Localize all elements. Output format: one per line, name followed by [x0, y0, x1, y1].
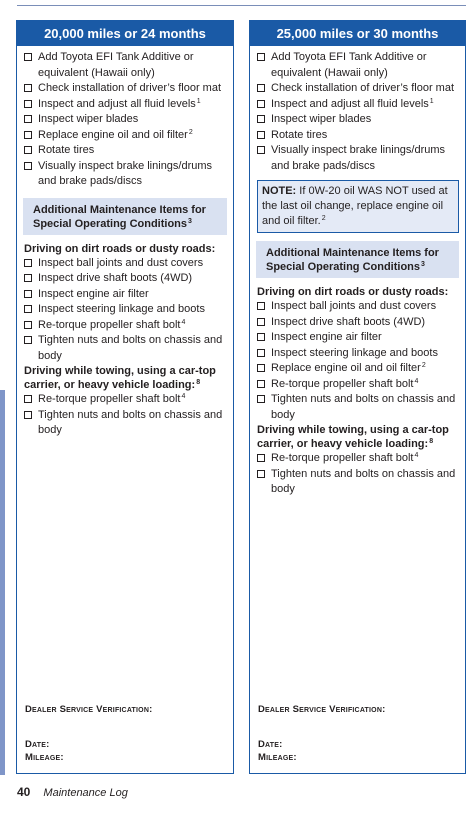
- checkbox[interactable]: [257, 318, 265, 326]
- checkbox[interactable]: [257, 380, 265, 388]
- checkbox[interactable]: [257, 454, 265, 462]
- checkbox[interactable]: [257, 131, 265, 139]
- checklist-item: [257, 143, 459, 174]
- checklist-item: [257, 81, 459, 97]
- checklist-item: [257, 299, 459, 315]
- footnote-ref: 2: [421, 362, 426, 369]
- checklist-item-text: Inspect and adjust all fluid levels: [271, 97, 429, 110]
- checkbox[interactable]: [24, 259, 32, 267]
- footnote-ref: 2: [321, 215, 326, 222]
- special-conditions-title: Additional Maintenance Items for Special Operating Conditions: [266, 247, 439, 273]
- checklist-item: [257, 50, 459, 81]
- dealer-verification-label: Dealer Service Verification:: [25, 704, 153, 715]
- special-conditions-heading: [256, 241, 459, 278]
- column-title: 20,000 miles or 24 months: [17, 21, 233, 46]
- checklist-item-text: Rotate tires: [271, 128, 328, 141]
- checklist-item-text: Replace engine oil and oil filter: [38, 128, 188, 141]
- footnote-ref: 4: [414, 452, 419, 459]
- checkbox[interactable]: [257, 302, 265, 310]
- checklist-item-text: Re-torque propeller shaft bolt: [38, 318, 181, 331]
- checkbox[interactable]: [257, 100, 265, 108]
- condition-heading: [257, 285, 459, 299]
- note-box: [257, 180, 459, 233]
- checkbox[interactable]: [24, 53, 32, 61]
- checklist-item: [24, 392, 227, 408]
- checklist-item-text: Inspect wiper blades: [38, 113, 139, 125]
- checkbox[interactable]: [257, 470, 265, 478]
- checkbox[interactable]: [24, 115, 32, 123]
- checklist-item-text: Tighten nuts and bolts on chassis and body: [38, 334, 223, 362]
- checkbox[interactable]: [257, 84, 265, 92]
- condition-heading: [257, 423, 459, 451]
- checklist-item: [24, 302, 227, 318]
- checklist-item: [24, 408, 227, 439]
- footnote-ref: 4: [414, 377, 419, 385]
- checklist-item-text: Inspect and adjust all fluid levels: [38, 97, 196, 110]
- checklist-item: [257, 97, 459, 113]
- checklist-item: [257, 377, 459, 393]
- footnote-ref: 4: [181, 393, 186, 400]
- checkbox[interactable]: [24, 100, 32, 108]
- checklist-item-text: Re-torque propeller shaft bolt: [271, 452, 414, 464]
- checklist-item-text: Check installation of driver’s floor mat: [271, 82, 455, 94]
- checkbox[interactable]: [24, 290, 32, 298]
- interval-column-25000: [249, 20, 466, 774]
- checkbox[interactable]: [257, 146, 265, 154]
- page-footer: [17, 785, 128, 799]
- footnote-ref: 2: [188, 128, 193, 136]
- checkbox[interactable]: [257, 364, 265, 372]
- condition-heading-text: Driving on dirt roads or dusty roads:: [257, 286, 449, 298]
- checkbox[interactable]: [257, 349, 265, 357]
- checklist-item-text: Replace engine oil and oil filter: [271, 362, 421, 374]
- column-body: [17, 46, 233, 439]
- condition-heading-text: Driving on dirt roads or dusty roads:: [24, 242, 216, 255]
- column-body: [250, 46, 465, 498]
- side-tab-bar: [0, 390, 5, 775]
- checklist-item-text: Visually inspect brake linings/drums and brake pads/discs: [271, 144, 446, 172]
- checkbox[interactable]: [257, 395, 265, 403]
- condition-heading-text: Driving while towing, using a car-top carrier, or heavy vehicle loading:: [24, 365, 216, 391]
- checkbox[interactable]: [24, 146, 32, 154]
- checklist-item: [24, 287, 227, 303]
- checklist-item: [24, 81, 227, 97]
- special-conditions-heading: [23, 198, 227, 235]
- dealer-verification-label: Dealer Service Verification:: [258, 704, 386, 715]
- footnote-ref: 8: [196, 379, 201, 386]
- checklist-item: [24, 318, 227, 334]
- checklist-item: [24, 159, 227, 190]
- checklist-item: [257, 128, 459, 144]
- condition-heading-text: Driving while towing, using a car-top carrier, or heavy vehicle loading:: [257, 424, 449, 450]
- condition-heading: [24, 364, 227, 392]
- checkbox[interactable]: [24, 274, 32, 282]
- checklist-item: [257, 346, 459, 362]
- special-conditions-title: Additional Maintenance Items for Special Operating Conditions: [33, 203, 206, 230]
- checkbox[interactable]: [24, 131, 32, 139]
- checklist-item: [24, 97, 227, 113]
- footer-title: Maintenance Log: [43, 787, 128, 799]
- column-title: 25,000 miles or 30 months: [250, 21, 465, 46]
- checklist-item-text: Visually inspect brake linings/drums and brake pads/discs: [38, 159, 213, 187]
- checklist-item: [24, 143, 227, 159]
- checklist-item-text: Tighten nuts and bolts on chassis and body: [38, 408, 223, 436]
- checklist-item-text: Check installation of driver’s floor mat: [38, 82, 222, 94]
- checklist-item: [24, 128, 227, 144]
- checklist-item: [257, 451, 459, 467]
- checklist-item: [257, 330, 459, 346]
- checklist-item: [24, 271, 227, 287]
- interval-column-20000: [16, 20, 234, 774]
- note-text: If 0W-20 oil WAS NOT used at the last oil change, replace engine oil and oil filter.: [262, 185, 448, 227]
- checklist-item-text: Inspect steering linkage and boots: [38, 303, 205, 315]
- checkbox[interactable]: [24, 162, 32, 170]
- checklist-item-text: Re-torque propeller shaft bolt: [271, 377, 414, 390]
- checkbox[interactable]: [24, 84, 32, 92]
- checkbox[interactable]: [24, 395, 32, 403]
- checklist-item-text: Add Toyota EFI Tank Additive or equivalent (Hawaii only): [271, 51, 427, 79]
- checklist-item-text: Inspect drive shaft boots (4WD): [38, 272, 193, 284]
- checklist-item-text: Inspect ball joints and dust covers: [38, 256, 204, 269]
- checklist-item: [257, 315, 459, 331]
- checklist-item-text: Inspect wiper blades: [271, 113, 372, 125]
- checklist-item-text: Re-torque propeller shaft bolt: [38, 393, 181, 405]
- checklist-item: [257, 467, 459, 498]
- footnote-ref: 3: [188, 217, 192, 225]
- checklist-item-text: Add Toyota EFI Tank Additive or equivalent (Hawaii only): [38, 51, 194, 79]
- mileage-label: Mileage:: [25, 752, 64, 763]
- checkbox[interactable]: [257, 333, 265, 341]
- footnote-ref: 4: [181, 318, 186, 326]
- checklist-item-text: Inspect drive shaft boots (4WD): [271, 315, 426, 328]
- checklist-item: [24, 50, 227, 81]
- footnote-ref: 3: [421, 261, 425, 268]
- checklist-item-text: Tighten nuts and bolts on chassis and body: [271, 467, 456, 495]
- checklist-item: [24, 333, 227, 364]
- checklist-item-text: Inspect engine air filter: [271, 331, 382, 343]
- checklist-item-text: Rotate tires: [38, 144, 95, 156]
- checkbox[interactable]: [24, 336, 32, 344]
- checkbox[interactable]: [24, 305, 32, 313]
- checklist-item-text: Inspect ball joints and dust covers: [271, 300, 437, 312]
- checklist-item: [24, 256, 227, 272]
- note-label: NOTE:: [262, 185, 297, 197]
- checklist-item: [257, 361, 459, 377]
- checklist-item: [257, 392, 459, 423]
- top-rule: [17, 5, 466, 6]
- checkbox[interactable]: [24, 321, 32, 329]
- page-number: 40: [17, 785, 31, 799]
- checklist-item-text: Tighten nuts and bolts on chassis and body: [271, 393, 456, 421]
- checkbox[interactable]: [257, 53, 265, 61]
- condition-heading: [24, 242, 227, 256]
- footnote-ref: 8: [429, 438, 434, 445]
- checklist-item-text: Inspect steering linkage and boots: [271, 346, 438, 359]
- checklist-item: [257, 112, 459, 128]
- footnote-ref: 1: [196, 97, 201, 105]
- checklist-item: [24, 112, 227, 128]
- mileage-label: Mileage:: [258, 752, 297, 763]
- checkbox[interactable]: [24, 411, 32, 419]
- date-label: Date:: [258, 739, 283, 750]
- checkbox[interactable]: [257, 115, 265, 123]
- checklist-item-text: Inspect engine air filter: [38, 287, 149, 300]
- footnote-ref: 1: [429, 97, 434, 105]
- date-label: Date:: [25, 739, 50, 750]
